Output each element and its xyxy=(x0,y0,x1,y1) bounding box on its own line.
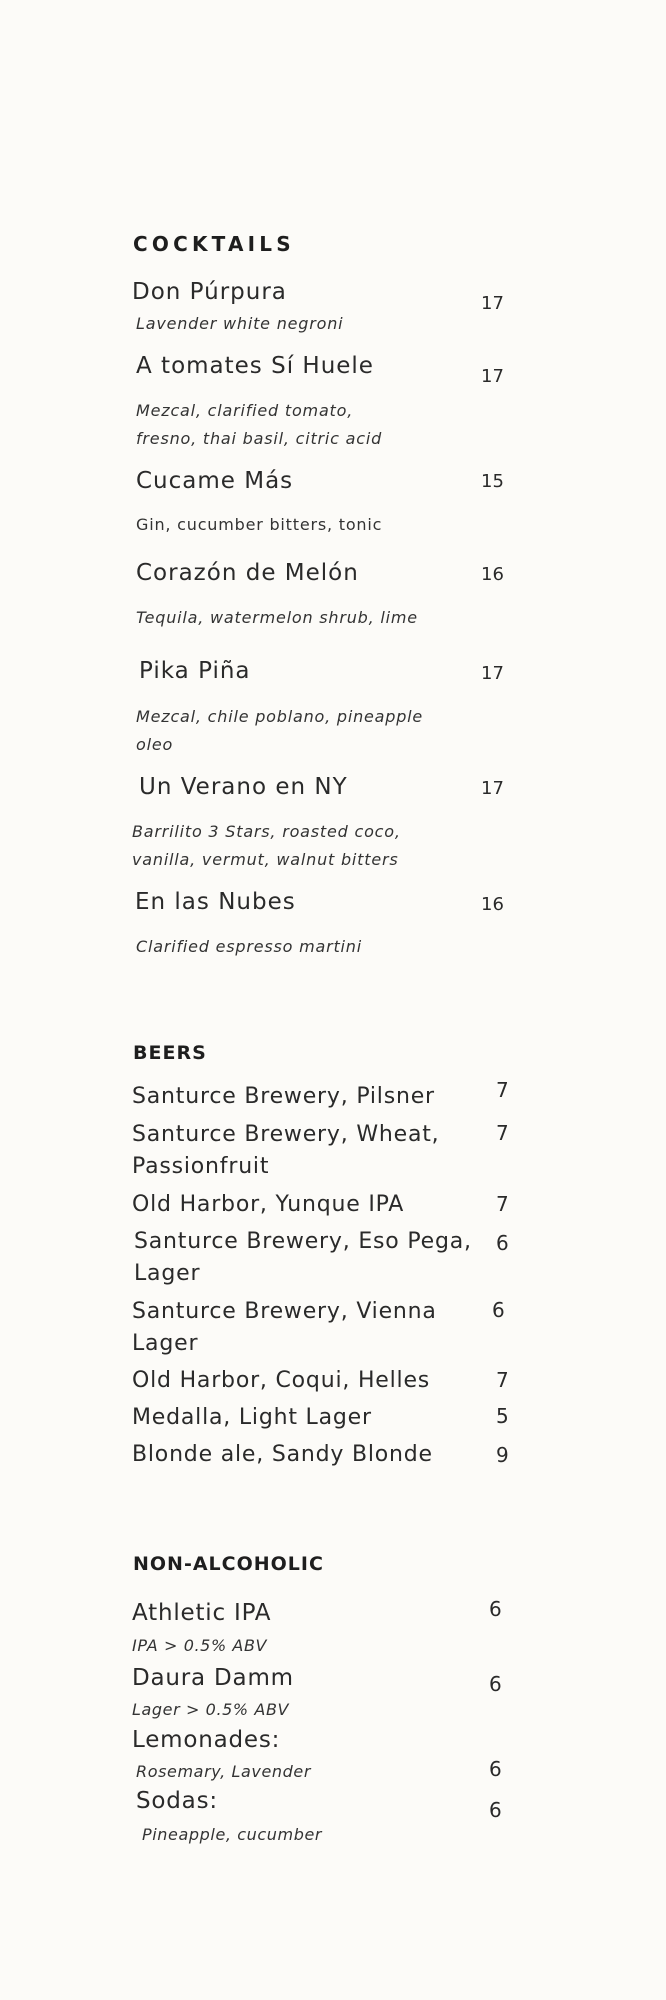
cocktail-name: Pika Piña xyxy=(139,658,251,684)
cocktail-price: 15 xyxy=(481,471,504,492)
drink-price: 6 xyxy=(489,1798,502,1822)
drink-price: 6 xyxy=(489,1672,502,1696)
cocktail-price: 17 xyxy=(481,293,504,314)
cocktail-name: En las Nubes xyxy=(135,889,296,915)
cocktail-name: Corazón de Melón xyxy=(136,560,359,586)
drink-name: Athletic IPA xyxy=(132,1600,272,1626)
beer-name: Santurce Brewery, Vienna Lager xyxy=(132,1299,437,1356)
cocktail-name: Don Púrpura xyxy=(132,279,287,305)
beer-name: Santurce Brewery, Wheat, Passionfruit xyxy=(132,1122,440,1179)
beer-name: Santurce Brewery, Eso Pega, Lager xyxy=(134,1229,472,1286)
cocktail-description: Gin, cucumber bitters, tonic xyxy=(136,515,383,534)
beer-name: Blonde ale, Sandy Blonde xyxy=(132,1442,433,1467)
drink-description: Lager > 0.5% ABV xyxy=(132,1700,290,1719)
drink-price: 6 xyxy=(489,1757,502,1781)
cocktail-price: 17 xyxy=(481,663,504,684)
drink-description: Rosemary, Lavender xyxy=(136,1762,312,1781)
cocktail-price: 17 xyxy=(481,366,504,387)
beers-heading: BEERS xyxy=(133,1042,207,1064)
cocktail-description: Barrilito 3 Stars, roasted coco, vanilla, vermut, walnut bitters xyxy=(132,822,401,869)
cocktail-name: Un Verano en NY xyxy=(139,774,348,800)
cocktail-description: Mezcal, clarified tomato, fresno, thai basil, citric acid xyxy=(136,401,383,448)
cocktail-name: Cucame Más xyxy=(136,468,294,494)
cocktail-price: 17 xyxy=(481,778,504,799)
cocktail-description: Tequila, watermelon shrub, lime xyxy=(136,608,418,627)
cocktail-description: Lavender white negroni xyxy=(136,314,344,333)
cocktail-description: Clarified espresso martini xyxy=(136,937,362,956)
cocktail-description: Mezcal, chile poblano, pineapple oleo xyxy=(136,707,424,754)
beer-price: 6 xyxy=(492,1298,505,1322)
drink-description: Pineapple, cucumber xyxy=(142,1825,323,1844)
drink-name: Sodas: xyxy=(136,1788,218,1814)
beer-price: 9 xyxy=(496,1443,509,1467)
drink-name: Daura Damm xyxy=(132,1665,294,1691)
beer-price: 7 xyxy=(496,1078,509,1102)
beer-price: 7 xyxy=(496,1368,509,1392)
drink-price: 6 xyxy=(489,1597,502,1621)
beer-price: 7 xyxy=(496,1121,509,1145)
beer-name: Old Harbor, Coqui, Helles xyxy=(132,1368,431,1393)
beer-price: 6 xyxy=(496,1231,509,1255)
cocktail-price: 16 xyxy=(481,894,504,915)
beer-name: Old Harbor, Yunque IPA xyxy=(132,1192,405,1217)
beer-price: 7 xyxy=(496,1192,509,1216)
cocktails-heading: COCKTAILS xyxy=(133,232,295,256)
cocktail-price: 16 xyxy=(481,564,504,585)
beer-name: Santurce Brewery, Pilsner xyxy=(132,1084,435,1109)
drink-name: Lemonades: xyxy=(132,1727,281,1753)
drink-description: IPA > 0.5% ABV xyxy=(132,1636,268,1655)
beer-price: 5 xyxy=(496,1404,509,1428)
non-alcoholic-heading: NON-ALCOHOLIC xyxy=(133,1553,324,1575)
beer-name: Medalla, Light Lager xyxy=(132,1405,372,1430)
cocktail-name: A tomates Sí Huele xyxy=(136,353,374,379)
